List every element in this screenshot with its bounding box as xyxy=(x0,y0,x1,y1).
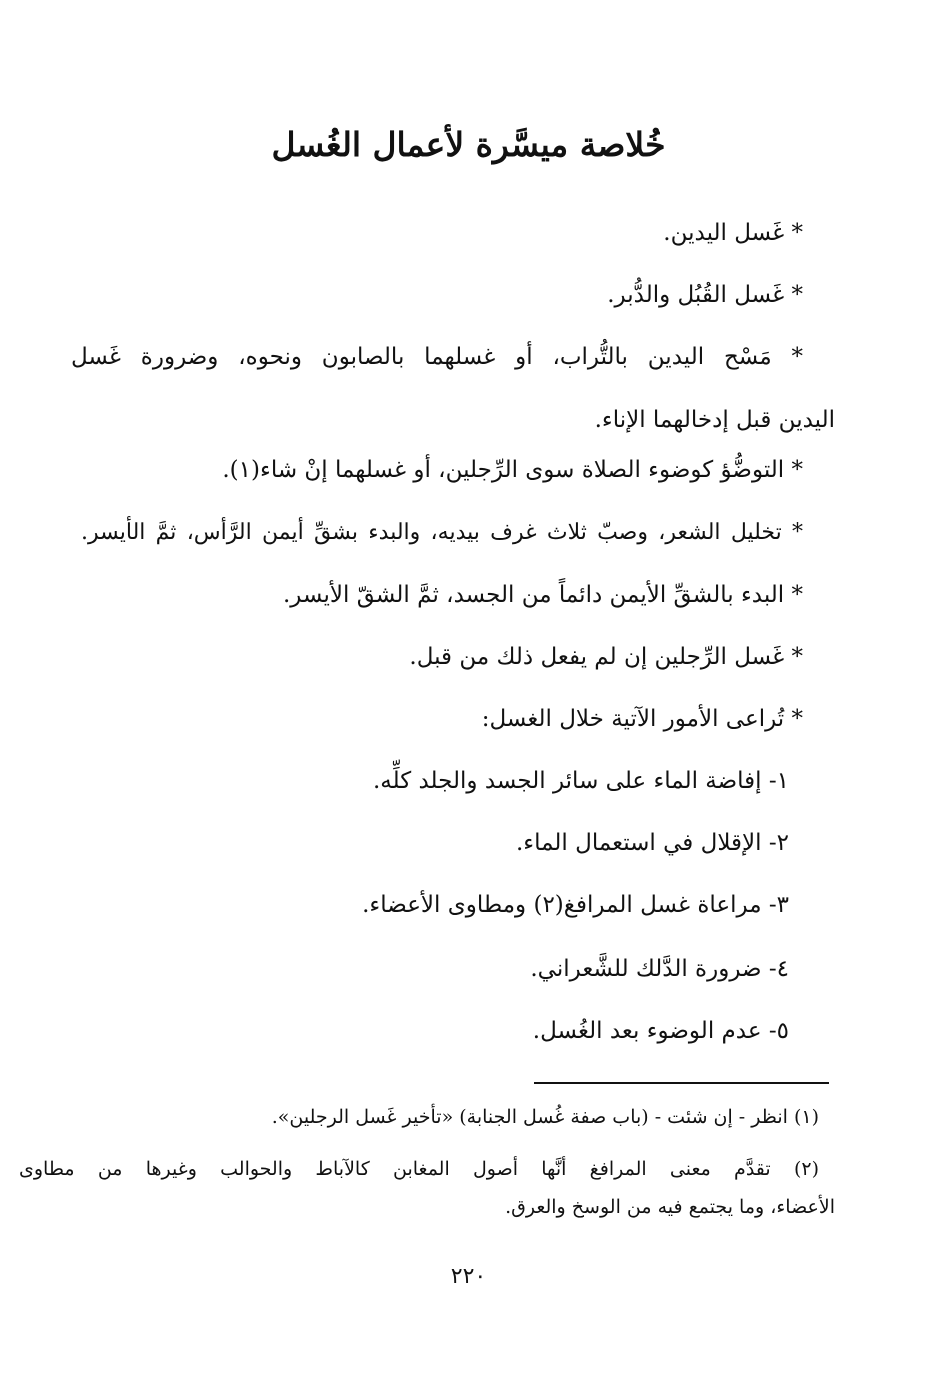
text-line-9: * تُراعى الأمور الآتية خلال الغسل: xyxy=(481,706,803,732)
page-number: ٢٢٠ xyxy=(450,1264,487,1289)
list-item-1: ١- إفاضة الماء على سائر الجسد والجلد كلِّه. xyxy=(372,768,789,794)
text-line-5: * التوضُّؤ كوضوء الصلاة سوى الرِّجلين، أو غسلهما إنْ شاء(١). xyxy=(222,457,803,483)
page-title: خُلاصة ميسَّرة لأعمال الغُسل xyxy=(271,125,666,164)
list-item-2: ٢- الإقلال في استعمال الماء. xyxy=(515,830,789,856)
footnote-divider xyxy=(534,1082,829,1084)
text-line-4: اليدين قبل إدخالهما الإناء. xyxy=(594,407,835,433)
text-line-1: * غَسل اليدين. xyxy=(663,220,803,246)
text-line-7: * البدء بالشقِّ الأيمن دائماً من الجسد، ثمَّ الشقّ الأيسر. xyxy=(282,582,803,608)
list-item-3: ٣- مراعاة غسل المرافغ(٢) ومطاوى الأعضاء. xyxy=(362,892,789,918)
list-item-4: ٤- ضرورة الدَّلك للشَّعراني. xyxy=(530,956,789,982)
text-line-3: * مَسْح اليدين بالتُّراب، أو غسلهما بالصابون ونحوه، وضرورة غَسل xyxy=(71,344,803,370)
footnote-2-continued: الأعضاء، وما يجتمع فيه من الوسخ والعرق. xyxy=(505,1196,835,1218)
footnote-1: (١) انظر - إن شئت - (باب صفة غُسل الجنابة) «تأخير غَسل الرجلين». xyxy=(271,1106,819,1128)
list-item-5: ٥- عدم الوضوء بعد الغُسل. xyxy=(532,1018,789,1044)
footnote-2: (٢) تقدَّم معنى المرافغ أنَّها أصول المغابن كالآباط والحوالب وغيرها من مطاوى xyxy=(19,1158,819,1180)
text-line-2: * غَسل القُبُل والدُّبر. xyxy=(607,282,803,308)
text-line-8: * غَسل الرِّجلين إن لم يفعل ذلك من قبل. xyxy=(409,644,803,670)
text-line-6: * تخليل الشعر، وصبّ ثلاث غرف بيديه، والبدء بشقِّ أيمن الرَّأس، ثمَّ الأيسر. xyxy=(81,520,803,545)
